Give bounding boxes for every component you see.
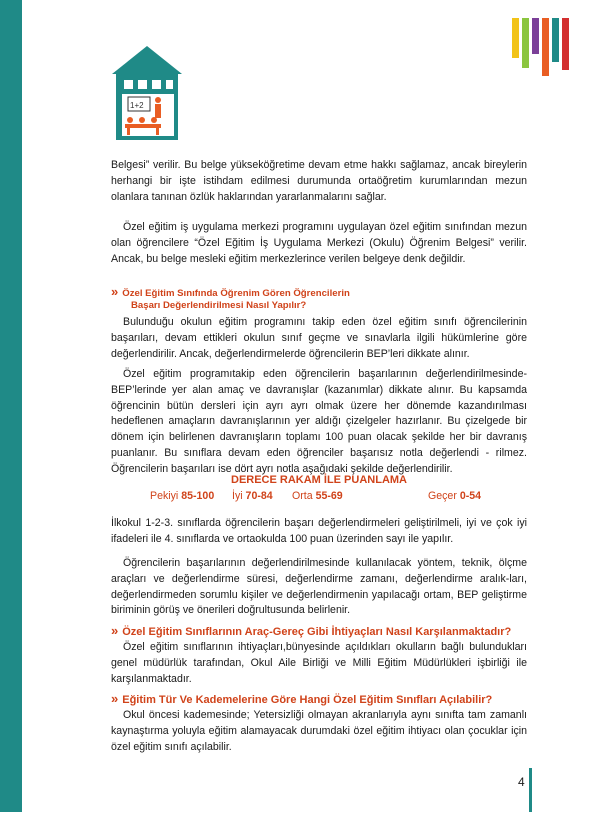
heading-class-types bbox=[111, 692, 531, 707]
double-chevron-icon: » bbox=[111, 691, 119, 706]
heading-assessment-line1: Özel Eğitim Sınıfında Öğrenim Gören Öğrencilerin bbox=[122, 288, 350, 299]
double-chevron-icon: » bbox=[111, 623, 119, 638]
grade-pekiyi bbox=[150, 490, 214, 502]
grade-label: Geçer bbox=[428, 490, 457, 502]
heading-assessment-line2: Başarı Değerlendirilmesi Nasıl Yapılır? bbox=[131, 300, 307, 311]
left-teal-margin-bar bbox=[0, 0, 22, 812]
page-number-accent-bar bbox=[529, 768, 532, 812]
stripe-red bbox=[562, 18, 569, 70]
stripe-teal bbox=[552, 18, 559, 62]
grade-label: Pekiyi bbox=[150, 490, 179, 502]
stripe-orange bbox=[542, 18, 549, 76]
grade-range: 85-100 bbox=[181, 490, 215, 502]
paragraph-1: Belgesi” verilir. Bu belge yükseköğretime devam etme hakkı sağlamaz, ancak bireylerin herhangi bir işte istihdam edilmesi durumunda ortaöğretim kurumlarından mezun olanlara tanınan özlük haklarından yararlanmalarını sağlar. bbox=[111, 159, 527, 203]
stripe-yellow bbox=[512, 18, 519, 58]
paragraph-3: Bulunduğu okulun eğitim programını takip eden özel eğitim sınıfı öğrencilerinin başarıları, devam ettikleri okulun sınıf geçme ve sınavlarla ilgili hükümlerine göre değerlendirilir. Ancak, değerlendirmelerde öğrencilerin BEP’leri dikkate alınır. bbox=[111, 316, 527, 360]
grading-table-title: DERECE RAKAM İLE PUANLAMA bbox=[231, 474, 407, 486]
heading-supplies-text: Özel Eğitim Sınıflarının Araç-Gereç Gibi İhtiyaçları Nasıl Karşılanmaktadır? bbox=[122, 626, 512, 638]
paragraph-7: Özel eğitim sınıflarının ihtiyaçları,bünyesinde açıldıkları okulların bağlı bulundukları genel müdürlük tarafından, Okul Aile Birliği ve Milli Eğitim Müdürlükleri işbirliği ile karşılanmaktadır. bbox=[111, 641, 527, 685]
grade-gecer bbox=[428, 490, 481, 502]
paragraph-5: İlkokul 1-2-3. sınıflarda öğrencilerin başarı değerlendirmeleri geliştirilmeli, iyi ve çok iyi ifadeleri ile 4. sınıflarda ve ortaokulda 100 puan üzerinden sayı ile yapılır. bbox=[111, 517, 527, 545]
paragraph-4: Özel eğitim programıtakip eden öğrencilerin başarılarının değerlendirilmesinde-BEP’lerinde yer alan amaç ve davranışlar (kazanımlar) dikkate alınır. Bu kapsamda öğrencinin bütün dersleri için ayrı ayrı olmak üzere her dönemde kazandırılması hedeflenen amaçların davranışlarının yer aldığı çizelgeler hazırlanır. Bu çizelgede bir dönem için belirlenen davranışların toplamı 100 puan olacak şekilde her bir davranış puanlanır. Bu sınıflara devam eden öğrenciler başarısız notla değerlendi - rilmez. Öğrencilerin başarıları ise dört ayrı notla aşağıdaki şekilde değerlendirilir. bbox=[111, 368, 527, 475]
grade-range: 70-84 bbox=[245, 490, 273, 502]
stripe-green bbox=[522, 18, 529, 68]
paragraph-6: Öğrencilerin başarılarının değerlendirilmesinde kullanılacak yöntem, teknik, ölçme araçları ve değerlendirme süresi, değerlendirme zamanı, değerlendirme aralık-ları, değerlendirmeden sorumlu kişiler ve değerlendirmenin yapılacağı ortam, BEP geliştirme biriminin görüş ve önerileri doğrultusunda belirlenir. bbox=[111, 557, 527, 617]
page-number: 4 bbox=[518, 775, 525, 789]
grade-orta bbox=[292, 490, 343, 502]
grade-range: 55-69 bbox=[315, 490, 343, 502]
grade-range: 0-54 bbox=[459, 490, 482, 502]
grade-label: Orta bbox=[292, 490, 313, 502]
double-chevron-icon: » bbox=[111, 284, 119, 299]
stripe-purple bbox=[532, 18, 539, 54]
school-building-classroom-icon bbox=[108, 44, 186, 142]
heading-supplies bbox=[111, 624, 531, 639]
paragraph-2: Özel eğitim iş uygulama merkezi programını uygulayan özel eğitim sınıfından mezun olan öğrencilere “Özel Eğitim İş Uygulama Merkezi (Okulu) Öğrenim Belgesi” verilir. Ancak, bu belge mesleki eğitim merkezlerince verilen belgeye denk değildir. bbox=[111, 221, 527, 265]
board-text: 1+2 bbox=[130, 101, 144, 110]
grade-label: İyi bbox=[232, 490, 243, 502]
heading-class-types-text: Eğitim Tür Ve Kademelerine Göre Hangi Özel Eğitim Sınıfları Açılabilir? bbox=[122, 694, 493, 706]
grade-iyi bbox=[232, 490, 273, 502]
heading-assessment bbox=[111, 286, 531, 312]
paragraph-8: Okul öncesi kademesinde; Yetersizliği olmayan akranlarıyla aynı sınıfta tam zamanlı kaynaştırma yoluyla eğitim alamayacak durumdaki özel eğitim ihtiyacı olan çocuklar için özel eğitim sınıfı açılabilir. bbox=[111, 709, 527, 753]
